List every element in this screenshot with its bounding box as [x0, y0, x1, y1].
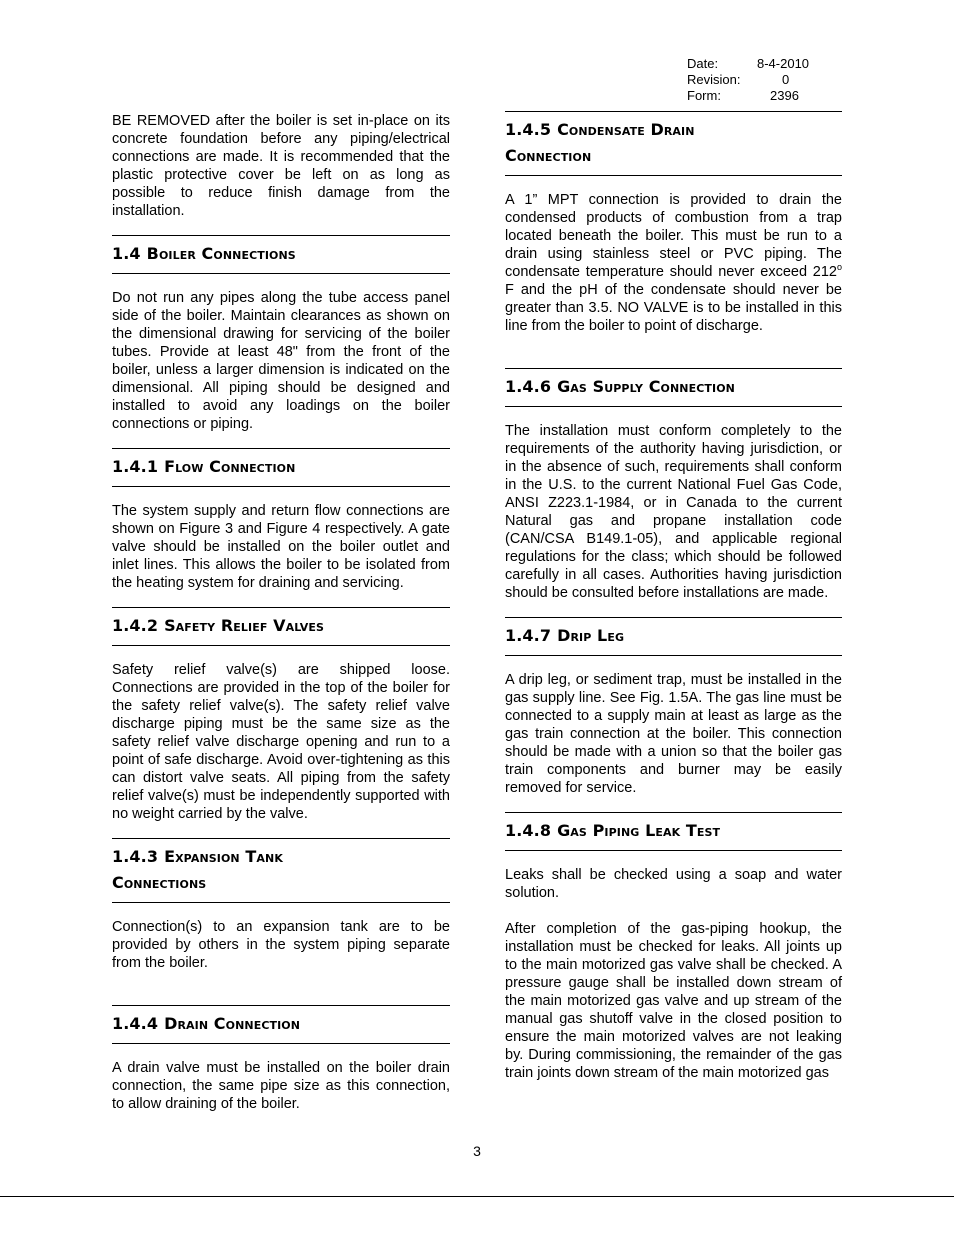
revision-row — [687, 72, 847, 88]
section-title-line1: Expansion Tank — [164, 847, 283, 866]
section-body-1-4-8-a: Leaks shall be checked using a soap and water solution. — [505, 867, 842, 901]
document-header — [687, 56, 847, 104]
section-heading-1-4-8 — [505, 812, 842, 851]
date-row — [687, 56, 847, 72]
section-number: 1.4.2 — [112, 616, 159, 635]
section-heading-1-4-2 — [112, 607, 450, 646]
section-title: Drip Leg — [557, 626, 625, 645]
section-body-1-4-7: A drip leg, or sediment trap, must be installed in the gas supply line. See Fig. 1.5A. The gas line must be connected to a supply main at least as large as the gas train connection at the boiler. This connection should be made with a union so that the boiler gas train components and burner may be easily removed for service. — [505, 672, 842, 796]
section-title: Safety Relief Valves — [164, 616, 325, 635]
section-title-line2: Connections — [112, 873, 207, 892]
section-heading-1-4-5 — [505, 111, 842, 176]
form-value: 2396 — [770, 88, 799, 103]
page-number: 3 — [473, 1143, 481, 1159]
section-body-1-4-1: The system supply and return flow connections are shown on Figure 3 and Figure 4 respectively. A gate valve should be installed on the boiler outlet and inlet lines. This allows the boiler to be isolated from the heating system for draining and servicing. — [112, 503, 450, 591]
date-label: Date: — [687, 56, 719, 71]
section-number: 1.4.1 — [112, 457, 159, 476]
section-number: 1.4.3 — [112, 847, 159, 866]
body-part-a: A 1” MPT connection is provided to drain the condensed products of combustion from a trap located beneath the boiler. This must be run to a drain using stainless steel or PVC piping. The condensate temperature should never exceed 212 — [505, 192, 842, 280]
revision-value: 0 — [782, 72, 790, 87]
form-row — [687, 88, 847, 104]
section-number: 1.4.7 — [505, 626, 552, 645]
section-body-1-4-4: A drain valve must be installed on the boiler drain connection, the same pipe size as this connection, to allow draining of the boiler. — [112, 1060, 450, 1112]
section-body-1-4-2: Safety relief valve(s) are shipped loose. Connections are provided in the top of the boiler for the safety relief valve(s). The safety relief valve discharge piping must be the same size as the safety relief valve discharge opening and run to a point of safe discharge. Avoid over-tightening as this can distort valve seats. All piping from the safety relief valve(s) must be independently supported with no weight carried by the valve. — [112, 662, 450, 822]
section-body-1-4-3: Connection(s) to an expansion tank are to be provided by others in the system piping separate from the boiler. — [112, 919, 450, 971]
section-title: Boiler Connections — [146, 244, 296, 263]
section-title-line2: Connection — [505, 146, 592, 165]
section-number: 1.4.6 — [505, 377, 552, 396]
section-heading-1-4-6 — [505, 368, 842, 407]
section-title: Gas Piping Leak Test — [557, 821, 721, 840]
section-number: 1.4.4 — [112, 1014, 159, 1033]
section-heading-1-4 — [112, 235, 450, 274]
section-heading-1-4-7 — [505, 617, 842, 656]
footer-rule — [0, 1196, 954, 1197]
date-value: 8-4-2010 — [757, 56, 810, 71]
right-column — [505, 111, 842, 1082]
form-label: Form: — [687, 88, 721, 103]
section-title: Flow Connection — [164, 457, 296, 476]
section-body-1-4-8-b: After completion of the gas-piping hookup, the installation must be checked for leaks. All joints up to the main motorized gas valve shall be checked. A pressure gauge shall be installed down stream of the main motorized gas valve and up stream of the manual gas shutoff valve in the closed position to ensure the main motorized valves are not leaking by. During commissioning, the remainder of the gas train joints down stream of the main motorized gas — [505, 921, 842, 1081]
section-body-1-4: Do not run any pipes along the tube access panel side of the boiler. Maintain clearances as shown on the dimensional drawing for servicing of the boiler tubes. Provide at least 48" from the front of the boiler, unless a larger dimension is indicated on the dimensional. All piping should be designed and installed to avoid any loadings on the boiler connections or piping. — [112, 290, 450, 432]
body-part-b: F and the pH of the condensate should never be greater than 3.5. NO VALVE is to be installed in this line from the boiler to point of discharge. — [505, 282, 842, 334]
degree-superscript: o — [836, 262, 842, 273]
section-heading-1-4-3 — [112, 838, 450, 903]
left-column — [112, 112, 450, 1113]
section-body-1-4-6: The installation must conform completely to the requirements of the authority having jurisdiction, or in the absence of such, requirements shall conform in the U.S. to the current National Fuel Gas Code, ANSI Z223.1-1984, or in Canada to the current Natural gas and propane installation code (CAN/CSA B149.1-05), and applicable regional regulations for the class; which should be followed carefully in all cases. Authorities having jurisdiction should be consulted before installations are made. — [505, 423, 842, 601]
section-heading-1-4-4 — [112, 1005, 450, 1044]
section-title: Gas Supply Connection — [557, 377, 735, 396]
section-body-1-4-5 — [505, 191, 842, 335]
section-title: Drain Connection — [164, 1014, 301, 1033]
section-title-line1: Condensate Drain — [557, 120, 695, 139]
section-heading-1-4-1 — [112, 448, 450, 487]
revision-label: Revision: — [687, 72, 741, 87]
intro-paragraph: BE REMOVED after the boiler is set in-place on its concrete foundation before any piping/electrical connections are made. It is recommended that the plastic protective cover be left on as long as possible to reduce finish damage from the installation. — [112, 113, 450, 219]
section-number: 1.4.5 — [505, 120, 552, 139]
section-number: 1.4 — [112, 244, 141, 263]
section-number: 1.4.8 — [505, 821, 552, 840]
